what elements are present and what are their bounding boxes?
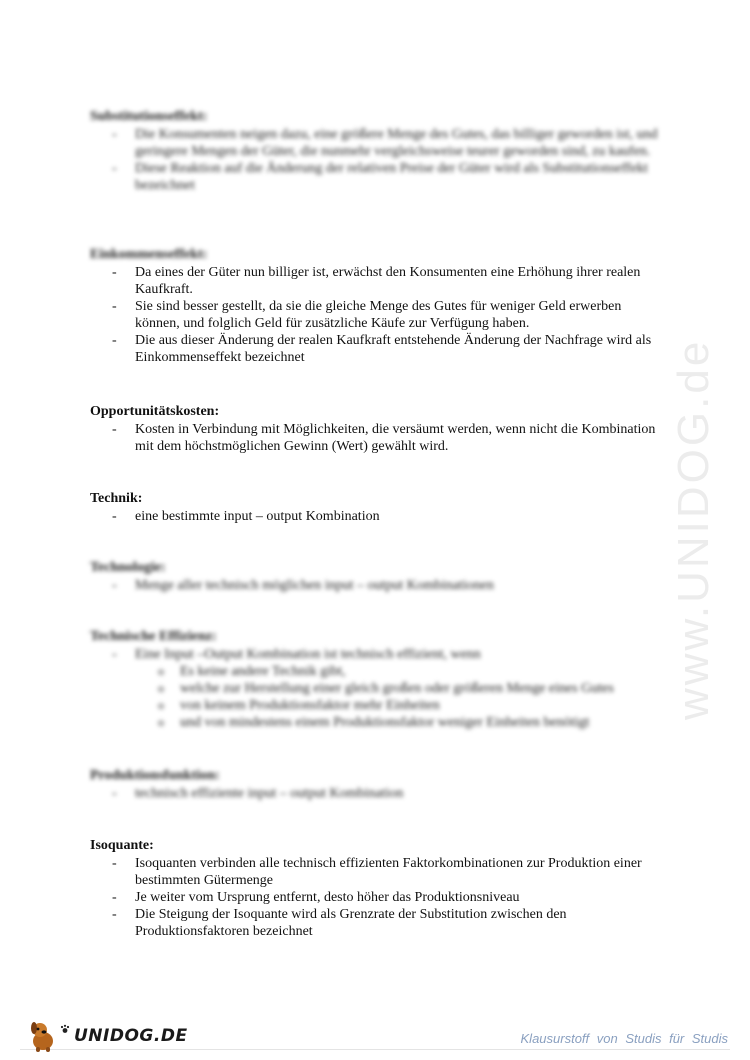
sub-list-item: o welche zur Herstellung einer gleich großen oder größeren Menge eines Gutes (158, 681, 614, 696)
list-item-text: Sie sind besser gestellt, da sie die gleiche Menge des Gutes für weniger Geld erwerben können, und folglich Geld für zusätzliche Käufe zur Verfügung haben. (135, 299, 622, 331)
list-item: - Die Steigung der Isoquante wird als Grenzrate der Substitution zwischen den Produktionsfaktoren bezeichnet (112, 907, 567, 939)
list-item: - Die aus dieser Änderung der realen Kaufkraft entstehende Änderung der Nachfrage wird als Einkommenseffekt bezeichnet (112, 333, 652, 365)
list-item-text: Kosten in Verbindung mit Möglichkeiten, die versäumt werden, wenn nicht die Kombination mit dem höchstmöglichen Gewinn (Wert) gewählt wird. (135, 422, 656, 454)
sub-list-item: o von keinem Produktionsfaktor mehr Einheiten (158, 698, 440, 713)
list-item-text: Isoquanten verbinden alle technisch effizienten Faktorkombinationen zur Produktion einer bestimmten Gütermenge (135, 856, 642, 888)
list-item: - Menge aller technisch möglichen input – output Kombinationen (112, 578, 494, 593)
section-technik (90, 490, 660, 525)
section-isoquante (90, 837, 660, 940)
list-item-text: Da eines der Güter nun billiger ist, erwächst den Konsumenten eine Erhöhung ihrer realen Kaufkraft. (135, 265, 641, 297)
heading-produktionsfunktion: Produktionsfunktion: (90, 768, 220, 783)
section-technische-effizienz (90, 628, 660, 731)
list-item: - Diese Reaktion auf die Änderung der relativen Preise der Güter wird als Substitutionseffekt bezeichnet (112, 161, 648, 193)
dog-mascot-icon (28, 1019, 58, 1053)
list-item-text: Die aus dieser Änderung der realen Kaufkraft entstehende Änderung der Nachfrage wird als Einkommenseffekt bezeichnet (135, 333, 652, 365)
sub-list-item: o und von mindestens einem Produktionsfaktor weniger Einheiten benötigt (158, 715, 590, 730)
section-produktionsfunktion (90, 767, 660, 802)
list-item-text: Eine Input –Output Kombination ist technisch effizient, wenn (135, 647, 481, 662)
list-item: - Kosten in Verbindung mit Möglichkeiten, die versäumt werden, wenn nicht die Kombination mit dem höchstmöglichen Gewinn (Wert) gewählt wird. (112, 422, 656, 454)
heading-technische-effizienz: Technische Effizienz: (90, 629, 217, 644)
list-item-text: eine bestimmte input – output Kombination (135, 509, 380, 524)
sub-list-item-text: von keinem Produktionsfaktor mehr Einheiten (180, 698, 440, 713)
heading-substitutionseffekt: Substitutionseffekt: (90, 109, 208, 124)
watermark: www.UNIDOG.de (669, 338, 718, 720)
list-item: - Isoquanten verbinden alle technisch effizienten Faktorkombinationen zur Produktion einer bestimmten Gütermenge (112, 856, 642, 888)
heading-technologie: Technologie: (90, 560, 166, 575)
list-item-text: Die Konsumenten neigen dazu, eine größere Menge des Gutes, das billiger geworden ist, und geringere Mengen der Güter, die nunmehr vergleichsweise teurer geworden sind, zu kaufen. (135, 127, 658, 159)
section-opportunitaetskosten (90, 403, 660, 455)
section-substitutionseffekt (90, 108, 660, 194)
list-item-text: Je weiter vom Ursprung entfernt, desto höher das Produktionsniveau (135, 890, 520, 905)
footer-logo[interactable] (28, 1018, 188, 1054)
sub-list-item-text: und von mindestens einem Produktionsfaktor weniger Einheiten benötigt (180, 715, 590, 730)
heading-opportunitaetskosten: Opportunitätskosten: (90, 404, 220, 419)
sub-list-item-text: welche zur Herstellung einer gleich großen oder größeren Menge eines Gutes (180, 681, 614, 696)
footer-tagline: Klausurstoff von Studis für Studis (520, 1031, 728, 1046)
footer-logo-text: UNIDOG.DE (74, 1025, 188, 1046)
list-item: - Je weiter vom Ursprung entfernt, desto höher das Produktionsniveau (112, 890, 520, 905)
section-technologie (90, 559, 660, 594)
paw-icon (60, 1024, 70, 1034)
sub-list-item: o Es keine andere Technik gibt, (158, 664, 346, 679)
list-item: - eine bestimmte input – output Kombination (112, 509, 380, 524)
list-item-text: Menge aller technisch möglichen input – output Kombinationen (135, 578, 494, 593)
heading-isoquante: Isoquante: (90, 838, 154, 853)
list-item-text: Diese Reaktion auf die Änderung der relativen Preise der Güter wird als Substitutionseffekt bezeichnet (135, 161, 648, 193)
section-einkommenseffekt (90, 246, 660, 366)
list-item: - technisch effiziente input – output Kombination (112, 786, 404, 801)
list-item-text: Die Steigung der Isoquante wird als Grenzrate der Substitution zwischen den Produktionsfaktoren bezeichnet (135, 907, 567, 939)
list-item: - Sie sind besser gestellt, da sie die gleiche Menge des Gutes für weniger Geld erwerben können, und folglich Geld für zusätzliche Käufe zur Verfügung haben. (112, 299, 622, 331)
list-item: - Da eines der Güter nun billiger ist, erwächst den Konsumenten eine Erhöhung ihrer realen Kaufkraft. (112, 265, 641, 297)
list-item: - Die Konsumenten neigen dazu, eine größere Menge des Gutes, das billiger geworden ist, und geringere Mengen der Güter, die nunmehr vergleichsweise teurer geworden sind, zu kaufen. (112, 127, 658, 159)
heading-technik: Technik: (90, 491, 143, 506)
heading-einkommenseffekt: Einkommenseffekt: (90, 247, 208, 262)
list-item: - Eine Input –Output Kombination ist technisch effizient, wenn (112, 647, 481, 662)
sub-list-item-text: Es keine andere Technik gibt, (180, 664, 346, 679)
list-item-text: technisch effiziente input – output Kombination (135, 786, 404, 801)
